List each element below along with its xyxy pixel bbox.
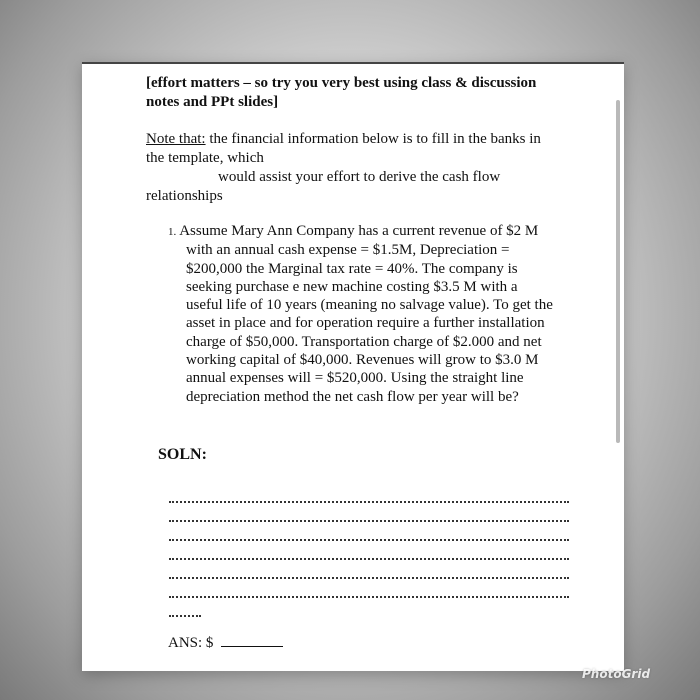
question-line: working capital of $40,000. Revenues will grow to $3.0 M bbox=[186, 352, 539, 369]
dotted-line[interactable] bbox=[169, 484, 569, 503]
question-line: useful life of 10 years (meaning no salvage value). To get the bbox=[186, 297, 553, 314]
document-page bbox=[82, 62, 624, 671]
dotted-line[interactable] bbox=[169, 503, 569, 522]
note-paragraph bbox=[146, 130, 586, 206]
dotted-line[interactable] bbox=[169, 522, 569, 541]
dotted-line[interactable] bbox=[169, 560, 569, 579]
solution-label: SOLN: bbox=[158, 446, 207, 463]
answer-dotted-lines[interactable] bbox=[169, 484, 569, 617]
note-line-2: the template, which bbox=[146, 150, 264, 166]
header-line-2: notes and PPt slides] bbox=[146, 94, 279, 110]
answer-row bbox=[168, 634, 283, 652]
question-number: 1. bbox=[168, 226, 177, 238]
question-1 bbox=[168, 222, 578, 406]
dotted-line-short[interactable] bbox=[169, 598, 201, 617]
question-line: asset in place and for operation require a further installation bbox=[186, 315, 545, 332]
question-line: depreciation method the net cash flow per year will be? bbox=[186, 388, 519, 405]
instructions-header bbox=[146, 74, 586, 112]
photogrid-watermark: PhotoGrid bbox=[582, 667, 651, 681]
question-line: $200,000 the Marginal tax rate = 40%. The company is bbox=[186, 260, 518, 277]
answer-label: ANS: $ bbox=[168, 635, 214, 651]
note-line-1: the financial information below is to fill in the banks in bbox=[205, 131, 541, 147]
scrollbar[interactable] bbox=[616, 100, 620, 443]
note-line-4: relationships bbox=[146, 188, 223, 204]
question-line: charge of $50,000. Transportation charge of $2.000 and net bbox=[186, 333, 542, 350]
question-line: annual expenses will = $520,000. Using the straight line bbox=[186, 370, 524, 387]
note-label: Note that: bbox=[146, 131, 206, 147]
question-line: with an annual cash expense = $1.5M, Depreciation = bbox=[186, 242, 510, 259]
question-line: seeking purchase e new machine costing $3.5 M with a bbox=[186, 278, 518, 295]
dotted-line[interactable] bbox=[169, 579, 569, 598]
dotted-line[interactable] bbox=[169, 541, 569, 560]
note-line-3: would assist your effort to derive the cash flow bbox=[218, 169, 501, 185]
question-line: 1. Assume Mary Ann Company has a current revenue of $2 M bbox=[168, 223, 539, 239]
answer-blank[interactable] bbox=[221, 634, 283, 647]
header-line-1: [effort matters – so try you very best using class & discussion bbox=[146, 75, 537, 91]
